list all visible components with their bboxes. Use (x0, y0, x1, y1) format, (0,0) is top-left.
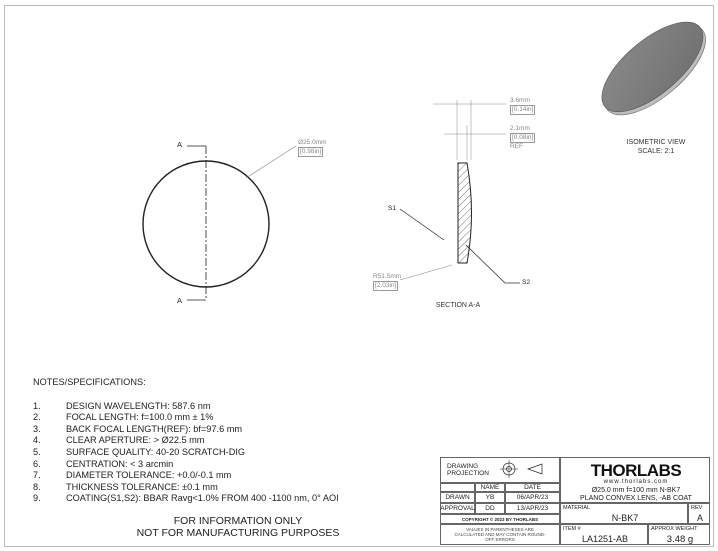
note-text: COATING(S1,S2): BBAR Ravg<1.0% FROM 400 -1100 nm, 0° AOI (66, 493, 339, 504)
note-text: CLEAR APERTURE: > Ø22.5 mm (66, 435, 205, 446)
note-text: DIAMETER TOLERANCE: +0.0/-0.1 mm (66, 470, 232, 481)
note-text: CENTRATION: < 3 arcmin (66, 458, 174, 469)
note-number: 9. (33, 493, 41, 504)
projection-cell: DRAWING PROJECTION (440, 457, 560, 483)
surface-s1-label: S1 (388, 205, 396, 212)
note-number: 7. (33, 470, 41, 481)
logo-cell: THORLABS www.thorlabs.com Ø25.0 mm f=100 mm N-BK7 PLANO CONVEX LENS, -AB COAT (560, 457, 710, 503)
note-text: SURFACE QUALITY: 40-20 SCRATCH-DIG (66, 446, 246, 457)
note-item (33, 412, 339, 424)
disclaimer: FOR INFORMATION ONLY NOT FOR MANUFACTURING PURPOSES (136, 515, 340, 539)
thickness-dimension: 3.6mm [0.14in] (510, 97, 534, 113)
section-mark-bottom: A (177, 296, 183, 305)
note-number: 2. (33, 412, 41, 423)
diameter-leader (246, 146, 296, 178)
isometric-lens (588, 6, 718, 130)
notes-specifications (33, 377, 339, 505)
note-item (33, 401, 339, 413)
radius-dimension: R51.5mm [2.03in] (373, 273, 402, 289)
note-number: 4. (33, 435, 41, 446)
note-item (33, 493, 339, 505)
thorlabs-logo: THORLABS (590, 461, 682, 480)
note-number: 3. (33, 423, 41, 434)
section-mark-top: A (177, 140, 183, 149)
note-text: DESIGN WAVELENGTH: 587.6 nm (66, 400, 211, 411)
note-item (33, 470, 339, 482)
diameter-dimension: Ø25.0mm [0.98in] (298, 139, 327, 155)
surface-s2-label: S2 (522, 279, 530, 286)
note-item (33, 447, 339, 459)
note-item (33, 482, 339, 494)
note-number: 5. (33, 446, 41, 457)
notes-title: NOTES/SPECIFICATIONS: (33, 377, 146, 387)
edge-dimension: 2.1mm [0.08in] REF (510, 125, 534, 150)
note-number: 8. (33, 481, 41, 492)
title-block: DRAWING PROJECTION NAME DATE DRAWN YB 06/APR/23 APPROVAL DD 13/APR/23 COPYRIGHT © 2023 BY THORLABS VALUES IN PARENTHESES ARE CALCULATED AND MAY CONTAIN ROUND-OFF ERRORS THORLABS www.thorlabs.com Ø25.0 mm f=100 mm N-BK7 PLANO CONVEX LENS, -AB COAT MATERIAL N-BK7 REV A ITEM # LA1251-AB APPROX WEIGHT 3.48 g (440, 457, 710, 545)
note-number: 6. (33, 458, 41, 469)
note-item (33, 459, 339, 471)
note-text: THICKNESS TOLERANCE: ±0.1 mm (66, 481, 218, 492)
note-number: 1. (33, 400, 41, 411)
note-item (33, 435, 339, 447)
note-text: FOCAL LENGTH: f=100.0 mm ± 1% (66, 412, 214, 423)
section-view-label: SECTION A-A (435, 302, 481, 309)
note-text: BACK FOCAL LENGTH(REF): bf=97.6 mm (66, 423, 243, 434)
isometric-label: ISOMETRIC VIEW SCALE: 2:1 (626, 139, 686, 155)
note-item (33, 424, 339, 436)
